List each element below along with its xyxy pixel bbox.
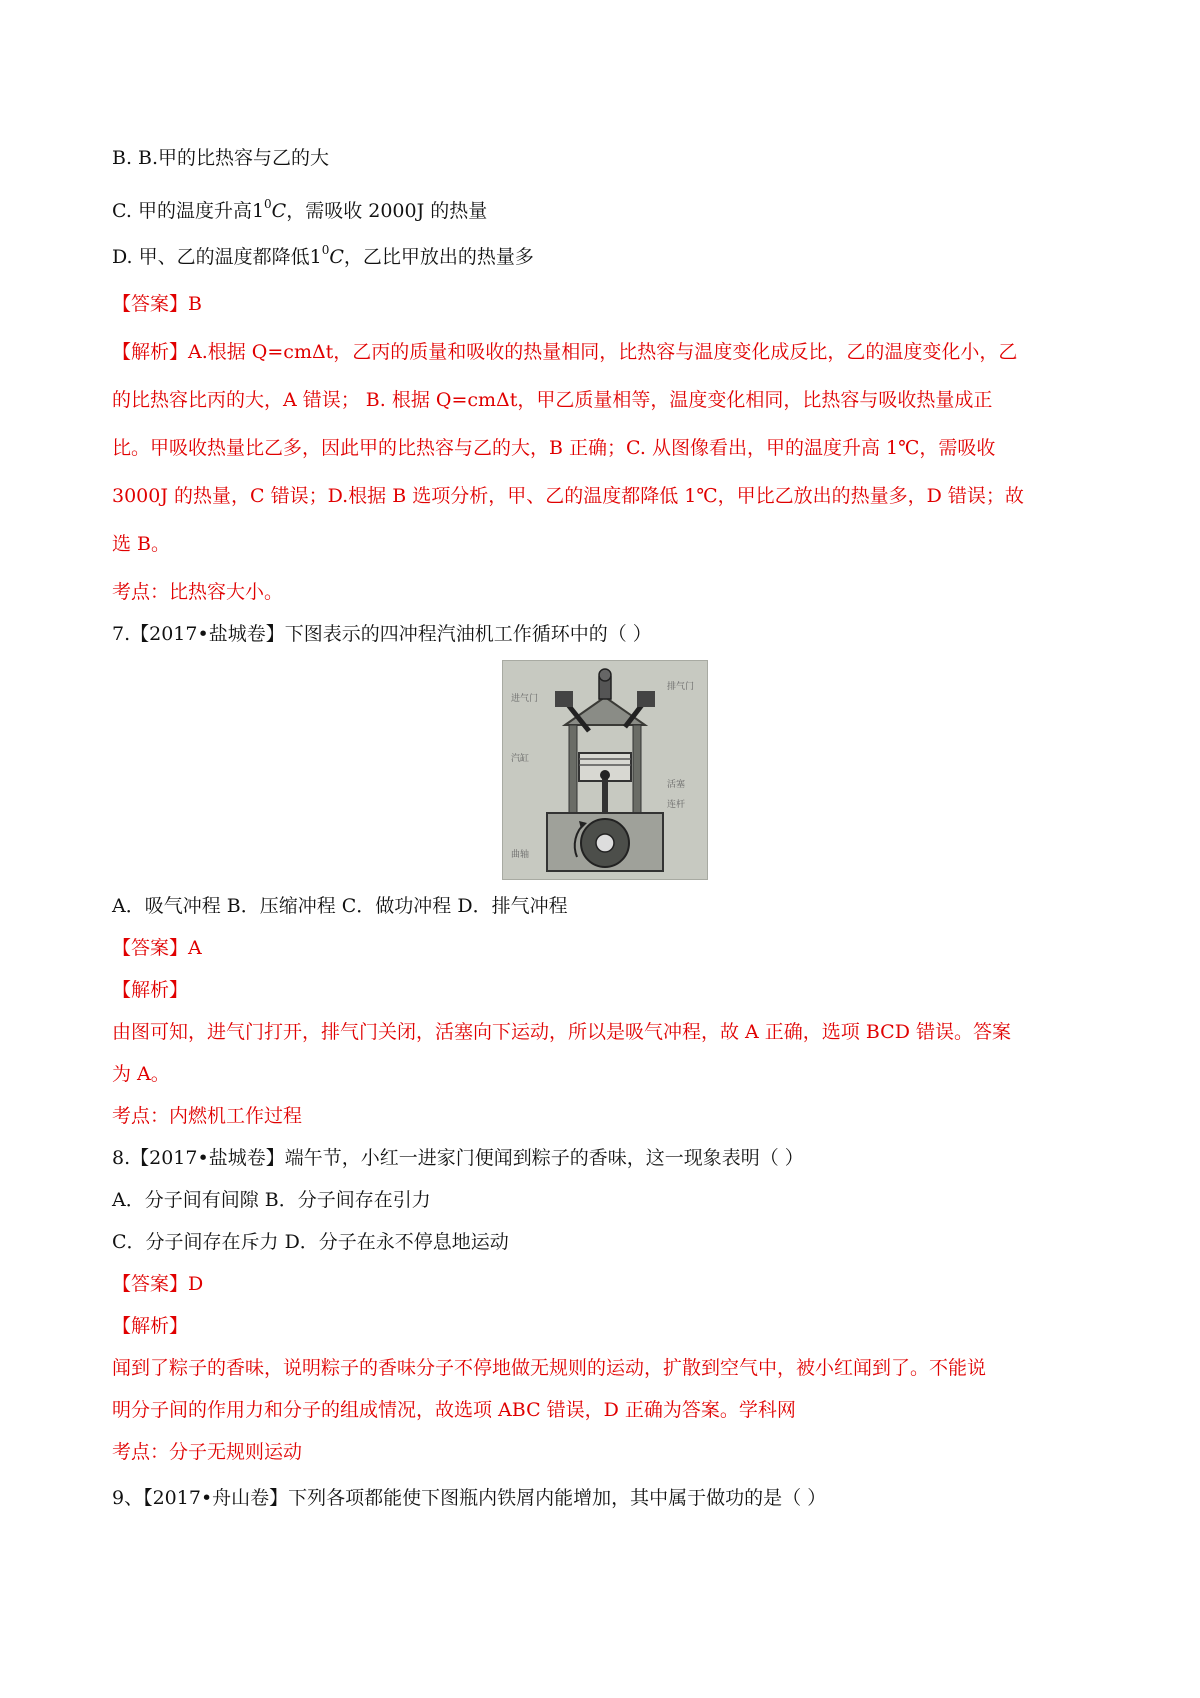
- q6-option-c-degree: 0: [264, 197, 272, 211]
- engine-figure: [502, 660, 708, 880]
- figure-label-piston: 活塞: [667, 780, 686, 790]
- figure-label-connecting-rod: 连杆: [667, 800, 686, 810]
- q6-answer: 【答案】B: [112, 293, 202, 315]
- q7-analysis-line-1: 由图可知，进气门打开，排气门关闭，活塞向下运动，所以是吸气冲程，故 A 正确，选项 BCD 错误。答案: [112, 1021, 1011, 1043]
- figure-label-exhaust-valve: 排气门: [667, 682, 695, 692]
- q6-analysis-line-2: 的比热容比丙的大，A 错误； B. 根据 Q=cmΔt，甲乙质量相等，温度变化相同，比热容与吸收热量成正: [112, 389, 993, 411]
- q6-analysis-line-4: 3000J 的热量，C 错误；D.根据 B 选项分析，甲、乙的温度都降低 1℃，甲比乙放出的热量多，D 错误；故: [112, 485, 1024, 507]
- q6-option-c: [112, 190, 487, 225]
- q6-analysis-line-3: 比。甲吸收热量比乙多，因此甲的比热容与乙的大，B 正确；C. 从图像看出，甲的温度升高 1℃，需吸收: [112, 437, 996, 459]
- q6-option-b: B. B.甲的比热容与乙的大: [112, 147, 330, 169]
- figure-label-cylinder: 汽缸: [511, 754, 530, 764]
- q8-point: 考点：分子无规则运动: [112, 1441, 303, 1463]
- q6-option-d: [112, 236, 534, 271]
- q6-option-c-rest: ，需吸收 2000J 的热量: [286, 200, 488, 222]
- q7-analysis-label: 【解析】: [112, 979, 189, 1001]
- q6-option-c-unit: C: [271, 200, 287, 222]
- figure-label-crankshaft: 曲轴: [511, 850, 530, 860]
- q7-analysis-line-2: 为 A。: [112, 1063, 170, 1085]
- q6-option-c-text: C. 甲的温度升高1: [112, 200, 265, 222]
- q8-stem: 8.【2017•盐城卷】端午节，小红一进家门便闻到粽子的香味，这一现象表明（ ）: [112, 1147, 804, 1169]
- q8-analysis-line-2: 明分子间的作用力和分子的组成情况，故选项 ABC 错误，D 正确为答案。学科网: [112, 1399, 796, 1421]
- q9-stem: 9、【2017•舟山卷】下列各项都能使下图瓶内铁屑内能增加，其中属于做功的是（ ）: [112, 1487, 827, 1509]
- q6-option-d-text: D. 甲、乙的温度都降低1: [112, 246, 322, 268]
- q8-options-row-2: C．分子间存在斥力 D．分子在永不停息地运动: [112, 1231, 509, 1253]
- q7-point: 考点：内燃机工作过程: [112, 1105, 303, 1127]
- q6-option-d-rest: ，乙比甲放出的热量多: [343, 246, 534, 268]
- q6-option-d-degree: 0: [321, 243, 330, 257]
- q6-analysis-line-1: 【解析】A.根据 Q=cmΔt，乙丙的质量和吸收的热量相同，比热容与温度变化成反比，乙的温度变化小，乙: [112, 341, 1018, 363]
- q8-options-row-1: A．分子间有间隙 B．分子间存在引力: [112, 1189, 431, 1211]
- q8-analysis-label: 【解析】: [112, 1315, 189, 1337]
- q7-options: A．吸气冲程 B．压缩冲程 C．做功冲程 D．排气冲程: [112, 895, 568, 917]
- q7-stem: 7.【2017•盐城卷】下图表示的四冲程汽油机工作循环中的（ ）: [112, 623, 652, 645]
- q6-analysis-line-5: 选 B。: [112, 533, 171, 555]
- q8-answer: 【答案】D: [112, 1273, 204, 1295]
- engine-diagram: [503, 661, 707, 879]
- q8-analysis-line-1: 闻到了粽子的香味，说明粽子的香味分子不停地做无规则的运动，扩散到空气中，被小红闻到了。不能说: [112, 1357, 987, 1379]
- q7-answer: 【答案】A: [112, 937, 202, 959]
- figure-label-intake-valve: 进气门: [511, 694, 539, 704]
- q6-option-d-unit: C: [329, 246, 344, 268]
- q6-point: 考点：比热容大小。: [112, 581, 284, 603]
